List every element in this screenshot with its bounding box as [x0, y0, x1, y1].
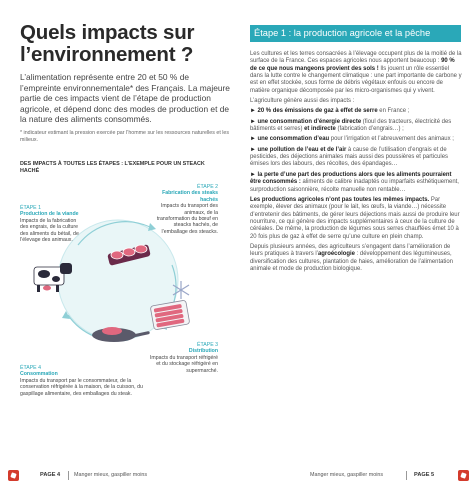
step-description: Impacts du transport réfrigéré et du stockage réfrigéré en supermarché. [149, 354, 218, 374]
step-2-label [150, 184, 218, 235]
page-number: PAGE 4 [40, 472, 61, 478]
text: : développement des légumineuses, diversification des cultures, plantation de haies, amélioration de l’alimentation animale et mode de production biologique. [250, 251, 453, 272]
footer-left [0, 470, 238, 484]
text: en France ; [377, 108, 410, 115]
step-description: Impacts du transport par le consommateur, de la conservation réfrigérée à la maison, de la cuisson, du gaspillage alimentaire, des emballages du steak. [20, 377, 143, 397]
step-number: ÉTAPE 1 [20, 205, 41, 211]
highlight: la perte d’une part des productions alors que les aliments pourraient être consommés : [250, 171, 452, 186]
highlight: une pollution de l’eau et de l’air [257, 146, 347, 153]
highlight: Les productions agricoles n’ont pas toutes les mêmes impacts. [250, 196, 430, 203]
ademe-logo-icon [458, 470, 469, 481]
step-description: Impacts du transport des animaux, de la transformation du bœuf en steacks hachés, de l’emballage des steacks. [156, 203, 218, 235]
intro-paragraph: L’alimentation représente entre 20 et 50 % de l’empreinte environnementale* des Français. La majeure partie de ces impacts vient de l’étape de production agricole, et dépend donc des modes de production et de la nature des aliments consommés. [20, 72, 230, 125]
bullet-arrow-icon: ► [250, 171, 258, 178]
text: Ils jouent un rôle essentiel dans la lutte contre le changement climatique : une part importante de carbone y est en effet stockée, sous forme de débris végétaux enfouis ou encore de matière organique décomposée par les micro-organismes qui y vivent. [250, 65, 462, 94]
text: Les cultures et les terres consacrées à l’élevage occupent plus de la moitié de la surface de la France. Ces espaces agricoles nous apportent beaucoup : [250, 51, 462, 65]
text: Par exemple, élever des animaux (pour le lait, les œufs, la viande…) nécessite d’entretenir des bâtiments, de gérer leurs déjections mais aussi de produire leur nourriture, ce qui génère des impacts supplémentaires à ceux de la culture de céréales. De même, la production de légumes sous serres chauffées émet 10 à 20 fois plus de gaz à effet de serre qu’une culture en plein champ. [250, 196, 460, 240]
text: pour l’irrigation et l’abreuvement des animaux ; [329, 136, 454, 143]
highlight: une consommation d’énergie directe [257, 118, 362, 125]
bullet-arrow-icon: ► [250, 108, 258, 115]
step-number: ÉTAPE 2 [197, 184, 218, 190]
bullet-item [250, 172, 463, 194]
bullet-arrow-icon: ► [250, 146, 258, 153]
bullet-item [250, 147, 463, 169]
bullet-item [250, 119, 463, 134]
text: Depuis plusieurs années, des agriculteurs s’engagent dans l’amélioration de leurs pratiques à travers l’ [250, 243, 451, 258]
bullet-item [250, 108, 463, 115]
paragraph [250, 244, 463, 273]
highlight: et indirecte [304, 126, 336, 133]
step-number: ÉTAPE 3 [197, 342, 218, 348]
paragraph [250, 197, 463, 241]
footer-title: Manger mieux, gaspiller moins [310, 472, 384, 478]
highlight: 20 % des émissions de gaz à effet de serre [257, 108, 378, 115]
paragraph: L’agriculture génère aussi des impacts : [250, 98, 355, 105]
bullet-arrow-icon: ► [250, 136, 258, 143]
step-number: ÉTAPE 4 [20, 365, 41, 371]
step-4-label [20, 365, 148, 397]
step-title: Consommation [20, 371, 58, 378]
highlight: une consommation d’eau [257, 136, 330, 143]
footer-divider [68, 471, 69, 480]
footnote: * indicateur estimant la pression exercée par l’homme sur les ressources naturelles et les milieux. [20, 130, 230, 143]
body-text [250, 51, 463, 276]
lifecycle-diagram [0, 175, 238, 420]
footer-divider [406, 471, 407, 480]
step-3-label [146, 342, 218, 374]
step-description: Impacts de la fabrication des engrais, de la culture des aliments du bétail, de l’élevage des animaux. [20, 217, 79, 244]
right-page [238, 0, 476, 500]
highlight: agroécologie [317, 251, 355, 258]
ademe-logo-icon [8, 470, 19, 481]
step-title: Fabrication des steaks hachés [162, 190, 218, 203]
text: (fioul des tracteurs, électricité des bâtiments et serres) [250, 118, 452, 133]
page-title: Quels impacts sur l’environnement ? [20, 21, 195, 66]
text: (fabrication d’engrais…) ; [335, 126, 404, 133]
step-1-label [20, 205, 86, 243]
text: aliments de calibre inadaptés ou imparfaits esthétiquement, surproduction saisonnière, récolte manuelle non rentable… [250, 179, 459, 193]
paragraph [250, 51, 463, 95]
banner-title: Étape 1 : la production agricole et la pêche [254, 28, 431, 38]
highlight: 90 % de ce que nous mangeons provient des sols ! [250, 58, 455, 72]
text: à cause de l’utilisation d’engrais et de pesticides, des déjections animales mais aussi des poussières et particules émises lors des labours, des récoltes, des épandages… [250, 146, 449, 168]
bullet-item [250, 136, 463, 143]
step-title: Production de la viande [20, 211, 79, 218]
bullet-arrow-icon: ► [250, 118, 258, 125]
section-banner [250, 25, 461, 42]
page-number: PAGE 5 [414, 472, 435, 478]
step-title: Distribution [188, 348, 218, 355]
footer-right [238, 470, 476, 484]
footer-title: Manger mieux, gaspiller moins [74, 472, 148, 478]
section-heading: DES IMPACTS À TOUTES LES ÉTAPES : L’EXEMPLE POUR UN STEACK HACHÉ [20, 161, 205, 174]
